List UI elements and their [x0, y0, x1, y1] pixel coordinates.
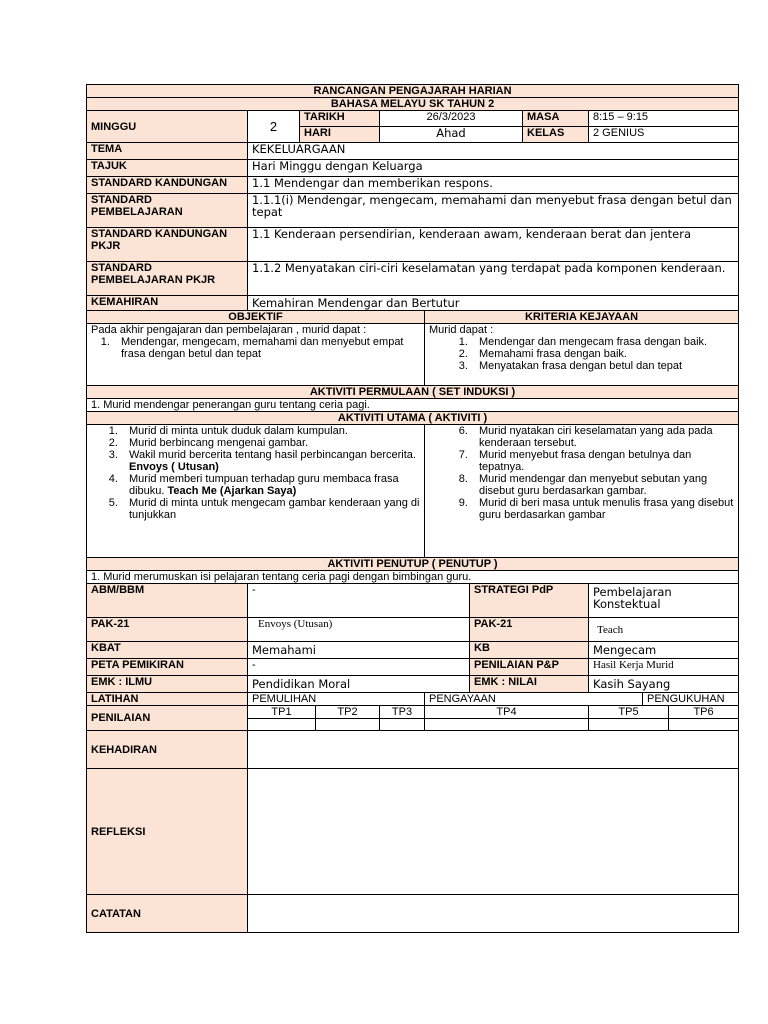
- aktiviti-utama-right-list: [429, 425, 734, 521]
- kehadiran-label: KEHADIRAN: [87, 731, 248, 769]
- list-item: [121, 497, 420, 521]
- tp6-label: TP6: [669, 706, 739, 719]
- tp2-score: [316, 719, 380, 731]
- penilaian-pp-label: PENILAIAN P&P: [470, 659, 589, 676]
- standard-pembelajaran-pkjr-value: 1.1.2 Menyatakan ciri-ciri keselamatan yang terdapat pada komponen kenderaan.: [248, 262, 739, 296]
- tp3-score: [380, 719, 425, 731]
- minggu-label: MINGGU: [87, 111, 248, 143]
- kemahiran-label: KEMAHIRAN: [87, 296, 248, 311]
- kelas-value: 2 GENIUS: [589, 127, 739, 143]
- tp3-label: TP3: [380, 706, 425, 719]
- set-induksi-text: 1. Murid mendengar penerangan guru tentang ceria pagi.: [87, 399, 739, 412]
- latihan-label: LATIHAN: [87, 693, 248, 706]
- tarikh-value: 26/3/2023: [380, 111, 523, 127]
- objektif-heading: OBJEKTIF: [87, 311, 425, 324]
- catatan-value: [248, 895, 739, 933]
- list-item: 1. Mendengar, mengecam, memahami dan menyebut empat frasa dengan betul dan tepat: [113, 336, 420, 360]
- kriteria-intro: Murid dapat :: [429, 324, 494, 336]
- kbat-label: KBAT: [87, 642, 248, 659]
- tp1-score: [248, 719, 316, 731]
- kriteria-list: [429, 336, 734, 372]
- tp4-score: [425, 719, 589, 731]
- pak21-label-2: PAK-21: [470, 618, 589, 642]
- minggu-value: 2: [248, 111, 300, 143]
- standard-kandungan-pkjr-label: STANDARD KANDUNGAN PKJR: [87, 228, 248, 262]
- tema-value: KEKELUARGAAN: [248, 143, 739, 160]
- objektif-cell: [87, 324, 425, 386]
- abm-value: -: [248, 584, 470, 618]
- pemulihan-label: PEMULIHAN: [248, 693, 425, 706]
- kriteria-cell: [425, 324, 739, 386]
- objektif-list: [91, 336, 420, 360]
- refleksi-label: REFLEKSI: [87, 769, 248, 895]
- list-item: 3. Menyatakan frasa dengan betul dan tepat: [471, 360, 734, 372]
- aktiviti-utama-heading: AKTIVITI UTAMA ( AKTIVITI ): [87, 412, 739, 425]
- emk-ilmu-label: EMK : ILMU: [87, 676, 248, 693]
- activity-strategy: Teach Me (Ajarkan Saya): [167, 485, 297, 497]
- standard-kandungan-value: 1.1 Mendengar dan memberikan respons.: [248, 177, 739, 194]
- list-item: 1. Mendengar dan mengecam frasa dengan baik.: [471, 336, 734, 348]
- standard-kandungan-pkjr-value: 1.1 Kenderaan persendirian, kenderaan awam, kenderaan berat dan jentera: [248, 228, 739, 262]
- strategi-label: STRATEGI PdP: [470, 584, 589, 618]
- list-item: 8. Murid mendengar dan menyebut sebutan yang disebut guru berdasarkan gambar.: [471, 473, 734, 497]
- tp4-label: TP4: [425, 706, 589, 719]
- kelas-label: KELAS: [523, 127, 589, 143]
- masa-label: MASA: [523, 111, 589, 127]
- pak21-value-2: Teach: [589, 618, 739, 642]
- activity-text: Murid memberi tumpuan terhadap guru membaca frasa dibuku.: [129, 473, 399, 497]
- list-item: 2. Memahami frasa dengan baik.: [471, 348, 734, 360]
- activity-text: Wakil murid bercerita tentang hasil perbincangan bercerita.: [129, 449, 416, 461]
- standard-pembelajaran-value: 1.1.1(i) Mendengar, mengecam, memahami dan menyebut frasa dengan betul dan tepat: [248, 194, 739, 228]
- aktiviti-utama-left-list: [91, 425, 420, 521]
- peta-pemikiran-value: -: [248, 659, 470, 676]
- kb-label: KB: [470, 642, 589, 659]
- pak21-label: PAK-21: [87, 618, 248, 642]
- kriteria-heading: KRITERIA KEJAYAAN: [425, 311, 739, 324]
- activity-strategy: Envoys ( Utusan): [129, 461, 219, 473]
- pengukuhan-label: PENGUKUHAN: [643, 693, 739, 706]
- set-induksi-heading: AKTIVITI PERMULAAN ( SET INDUKSI ): [87, 386, 739, 399]
- tajuk-value: Hari Minggu dengan Keluarga: [248, 160, 739, 177]
- tp5-label: TP5: [589, 706, 669, 719]
- tema-label: TEMA: [87, 143, 248, 160]
- refleksi-value: [248, 769, 739, 895]
- masa-value: 8:15 – 9:15: [589, 111, 739, 127]
- penutup-text: 1. Murid merumuskan isi pelajaran tentang ceria pagi dengan bimbingan guru.: [87, 571, 739, 584]
- activity-text: Murid di minta untuk duduk dalam kumpulan.: [129, 425, 348, 437]
- standard-kandungan-label: STANDARD KANDUNGAN: [87, 177, 248, 194]
- list-item: 6. Murid nyatakan ciri keselamatan yang ada pada kenderaan tersebut.: [471, 425, 734, 449]
- tajuk-label: TAJUK: [87, 160, 248, 177]
- activity-text: Murid di minta untuk mengecam gambar kenderaan yang di tunjukkan: [129, 497, 420, 521]
- list-item: [121, 473, 420, 497]
- abm-label: ABM/BBM: [87, 584, 248, 618]
- aktiviti-utama-left: [87, 425, 425, 558]
- catatan-label: CATATAN: [87, 895, 248, 933]
- pengayaan-label: PENGAYAAN: [425, 693, 643, 706]
- list-item: 9. Murid di beri masa untuk menulis frasa yang disebut guru berdasarkan gambar: [471, 497, 734, 521]
- aktiviti-utama-right: [425, 425, 739, 558]
- tp1-label: TP1: [248, 706, 316, 719]
- tp5-score: [589, 719, 669, 731]
- penilaian-pp-value: Hasil Kerja Murid: [589, 659, 739, 676]
- hari-label: HARI: [300, 127, 380, 143]
- activity-text: Murid berbincang mengenai gambar.: [129, 437, 309, 449]
- tarikh-label: TARIKH: [300, 111, 380, 127]
- kehadiran-value: [248, 731, 739, 769]
- kemahiran-value: Kemahiran Mendengar dan Bertutur: [248, 296, 739, 311]
- kb-value: Mengecam: [589, 642, 739, 659]
- lesson-plan-table: [86, 84, 739, 933]
- page-subtitle: BAHASA MELAYU SK TAHUN 2: [87, 98, 739, 111]
- emk-nilai-value: Kasih Sayang: [589, 676, 739, 693]
- standard-pembelajaran-label: STANDARD PEMBELAJARAN: [87, 194, 248, 228]
- tp2-label: TP2: [316, 706, 380, 719]
- peta-pemikiran-label: PETA PEMIKIRAN: [87, 659, 248, 676]
- objektif-intro: Pada akhir pengajaran dan pembelajaran , murid dapat :: [91, 324, 367, 336]
- list-item: [121, 449, 420, 473]
- kbat-value: Memahami: [248, 642, 470, 659]
- strategi-value: Pembelajaran Konstektual: [589, 584, 739, 618]
- emk-nilai-label: EMK : NILAI: [470, 676, 589, 693]
- standard-pembelajaran-pkjr-label: STANDARD PEMBELAJARAN PKJR: [87, 262, 248, 296]
- page-title: RANCANGAN PENGAJARAH HARIAN: [87, 85, 739, 98]
- emk-ilmu-value: Pendidikan Moral: [248, 676, 470, 693]
- list-item: 7. Murid menyebut frasa dengan betulnya dan tepatnya.: [471, 449, 734, 473]
- penutup-heading: AKTIVITI PENUTUP ( PENUTUP ): [87, 558, 739, 571]
- penilaian-label: PENILAIAN: [87, 706, 248, 731]
- list-item: [121, 437, 420, 449]
- tp6-score: [669, 719, 739, 731]
- list-item: [121, 425, 420, 437]
- hari-value: Ahad: [380, 127, 523, 143]
- pak21-value: Envoys (Utusan): [248, 618, 470, 642]
- lesson-plan-sheet: [86, 84, 734, 933]
